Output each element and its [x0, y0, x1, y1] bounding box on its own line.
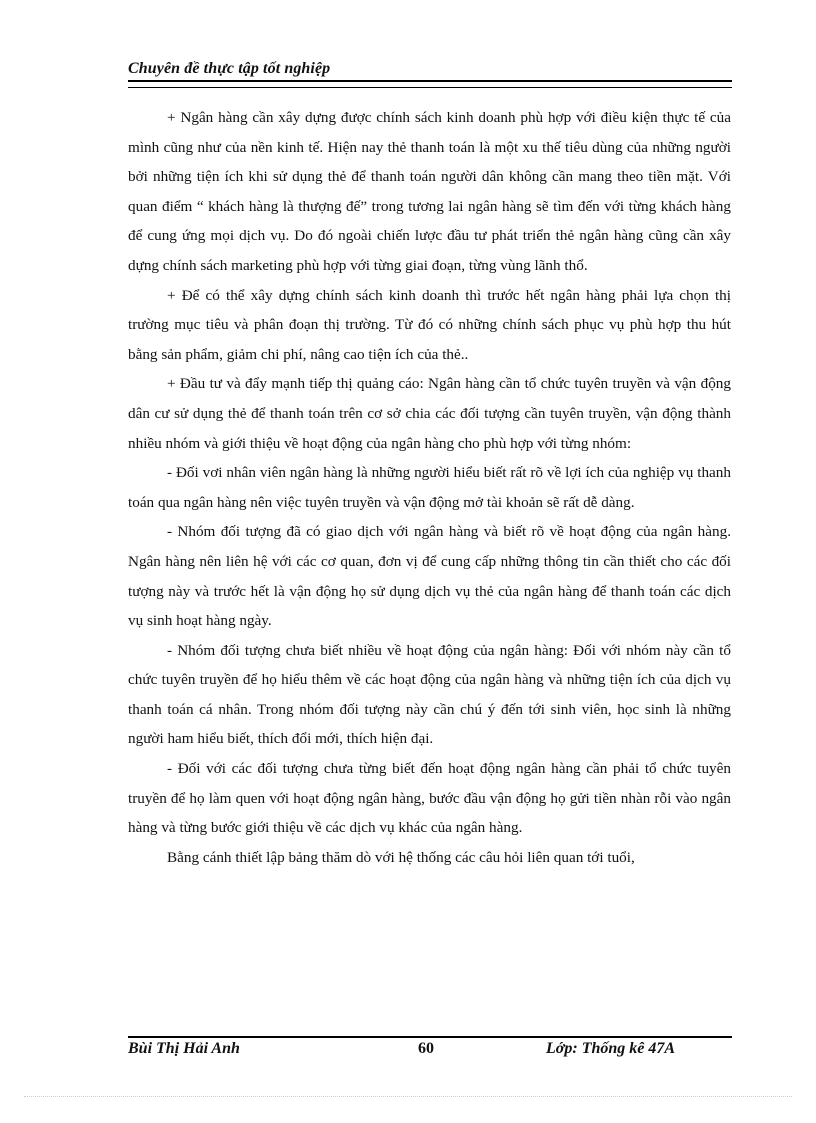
footer-rule — [128, 1036, 732, 1038]
page-footer — [128, 1040, 732, 1064]
paragraph: - Nhóm đối tượng đã có giao dịch với ngân hàng và biết rõ về hoạt động của ngân hàng. Ngân hàng nên liên hệ với các cơ quan, đơn vị để cung cấp những thông tin cần thiết cho các đối tượng này và trước hết là vận động họ sử dụng dịch vụ thẻ của ngân hàng để thanh toán các dịch vụ sinh hoạt hàng ngày. — [128, 523, 731, 630]
page-edge-divider — [24, 1096, 792, 1097]
paragraph: + Đầu tư và đẩy mạnh tiếp thị quảng cáo: Ngân hàng cần tổ chức tuyên truyền và vận động dân cư sử dụng thẻ để thanh toán trên cơ sở chia các đối tượng cần tuyên truyền, vận động thành nhiều nhóm và giới thiệu về hoạt động của ngân hàng cho phù hợp với từng nhóm: — [128, 375, 731, 452]
header-rule — [128, 87, 732, 88]
paragraph: - Đối vơi nhân viên ngân hàng là những người hiểu biết rất rõ về lợi ích của nghiệp vụ thanh toán qua ngân hàng nên việc tuyên truyền và vận động mở tài khoản sẽ rất dễ dàng. — [128, 464, 731, 511]
footer-class-label: Lớp: Thống kê 47A — [546, 1040, 676, 1057]
header-title: Chuyên đề thực tập tốt nghiệp — [128, 60, 331, 77]
paragraph: - Đối với các đối tượng chưa từng biết đến hoạt động ngân hàng cần phải tổ chức tuyên truyền để họ làm quen với hoạt động ngân hàng, bước đầu vận động họ gửi tiền nhàn rỗi vào ngân hàng và từng bước giới thiệu về các dịch vụ khác của ngân hàng. — [128, 760, 731, 837]
paragraph: + Ngân hàng cần xây dựng được chính sách kinh doanh phù hợp với điều kiện thực tế của mình cũng như của nền kinh tế. Hiện nay thẻ thanh toán là một xu thế tiêu dùng của những người bởi những tiện ích khi sử dụng thẻ để thanh toán người dân không cần mang theo tiền mặt. Với quan điểm “ khách hàng là thượng đế” trong tương lai ngân hàng sẽ tìm đến với từng khách hàng để cung ứng mọi dịch vụ. Do đó ngoài chiến lược đầu tư phát triển thẻ ngân hàng cũng cần xây dựng chính sách marketing phù hợp với từng giai đoạn, từng vùng lãnh thổ. — [128, 109, 731, 274]
paragraph: Bằng cánh thiết lập bảng thăm dò với hệ thống các câu hỏi liên quan tới tuổi, — [167, 848, 635, 866]
paragraph: - Nhóm đối tượng chưa biết nhiều về hoạt động của ngân hàng: Đối với nhóm này cần tổ chức tuyên truyền để họ hiểu thêm về các hoạt động của ngân hàng và những tiện ích của dịch vụ thanh toán cá nhân. Trong nhóm đối tượng này cần chú ý đến tới sinh viên, học sinh là những người ham hiểu biết, thích đổi mới, thích hiện đại. — [128, 641, 731, 748]
page-number: 60 — [418, 1040, 434, 1057]
page-header — [128, 60, 732, 82]
document-body — [128, 103, 731, 872]
paragraph: + Để có thể xây dựng chính sách kinh doanh thì trước hết ngân hàng phải lựa chọn thị trường mục tiêu và phân đoạn thị trường. Từ đó có những chính sách phục vụ phù hợp thu hút bằng sản phẩm, giảm chi phí, nâng cao tiện ích của thẻ.. — [128, 286, 731, 363]
footer-author: Bùi Thị Hải Anh — [128, 1040, 240, 1057]
